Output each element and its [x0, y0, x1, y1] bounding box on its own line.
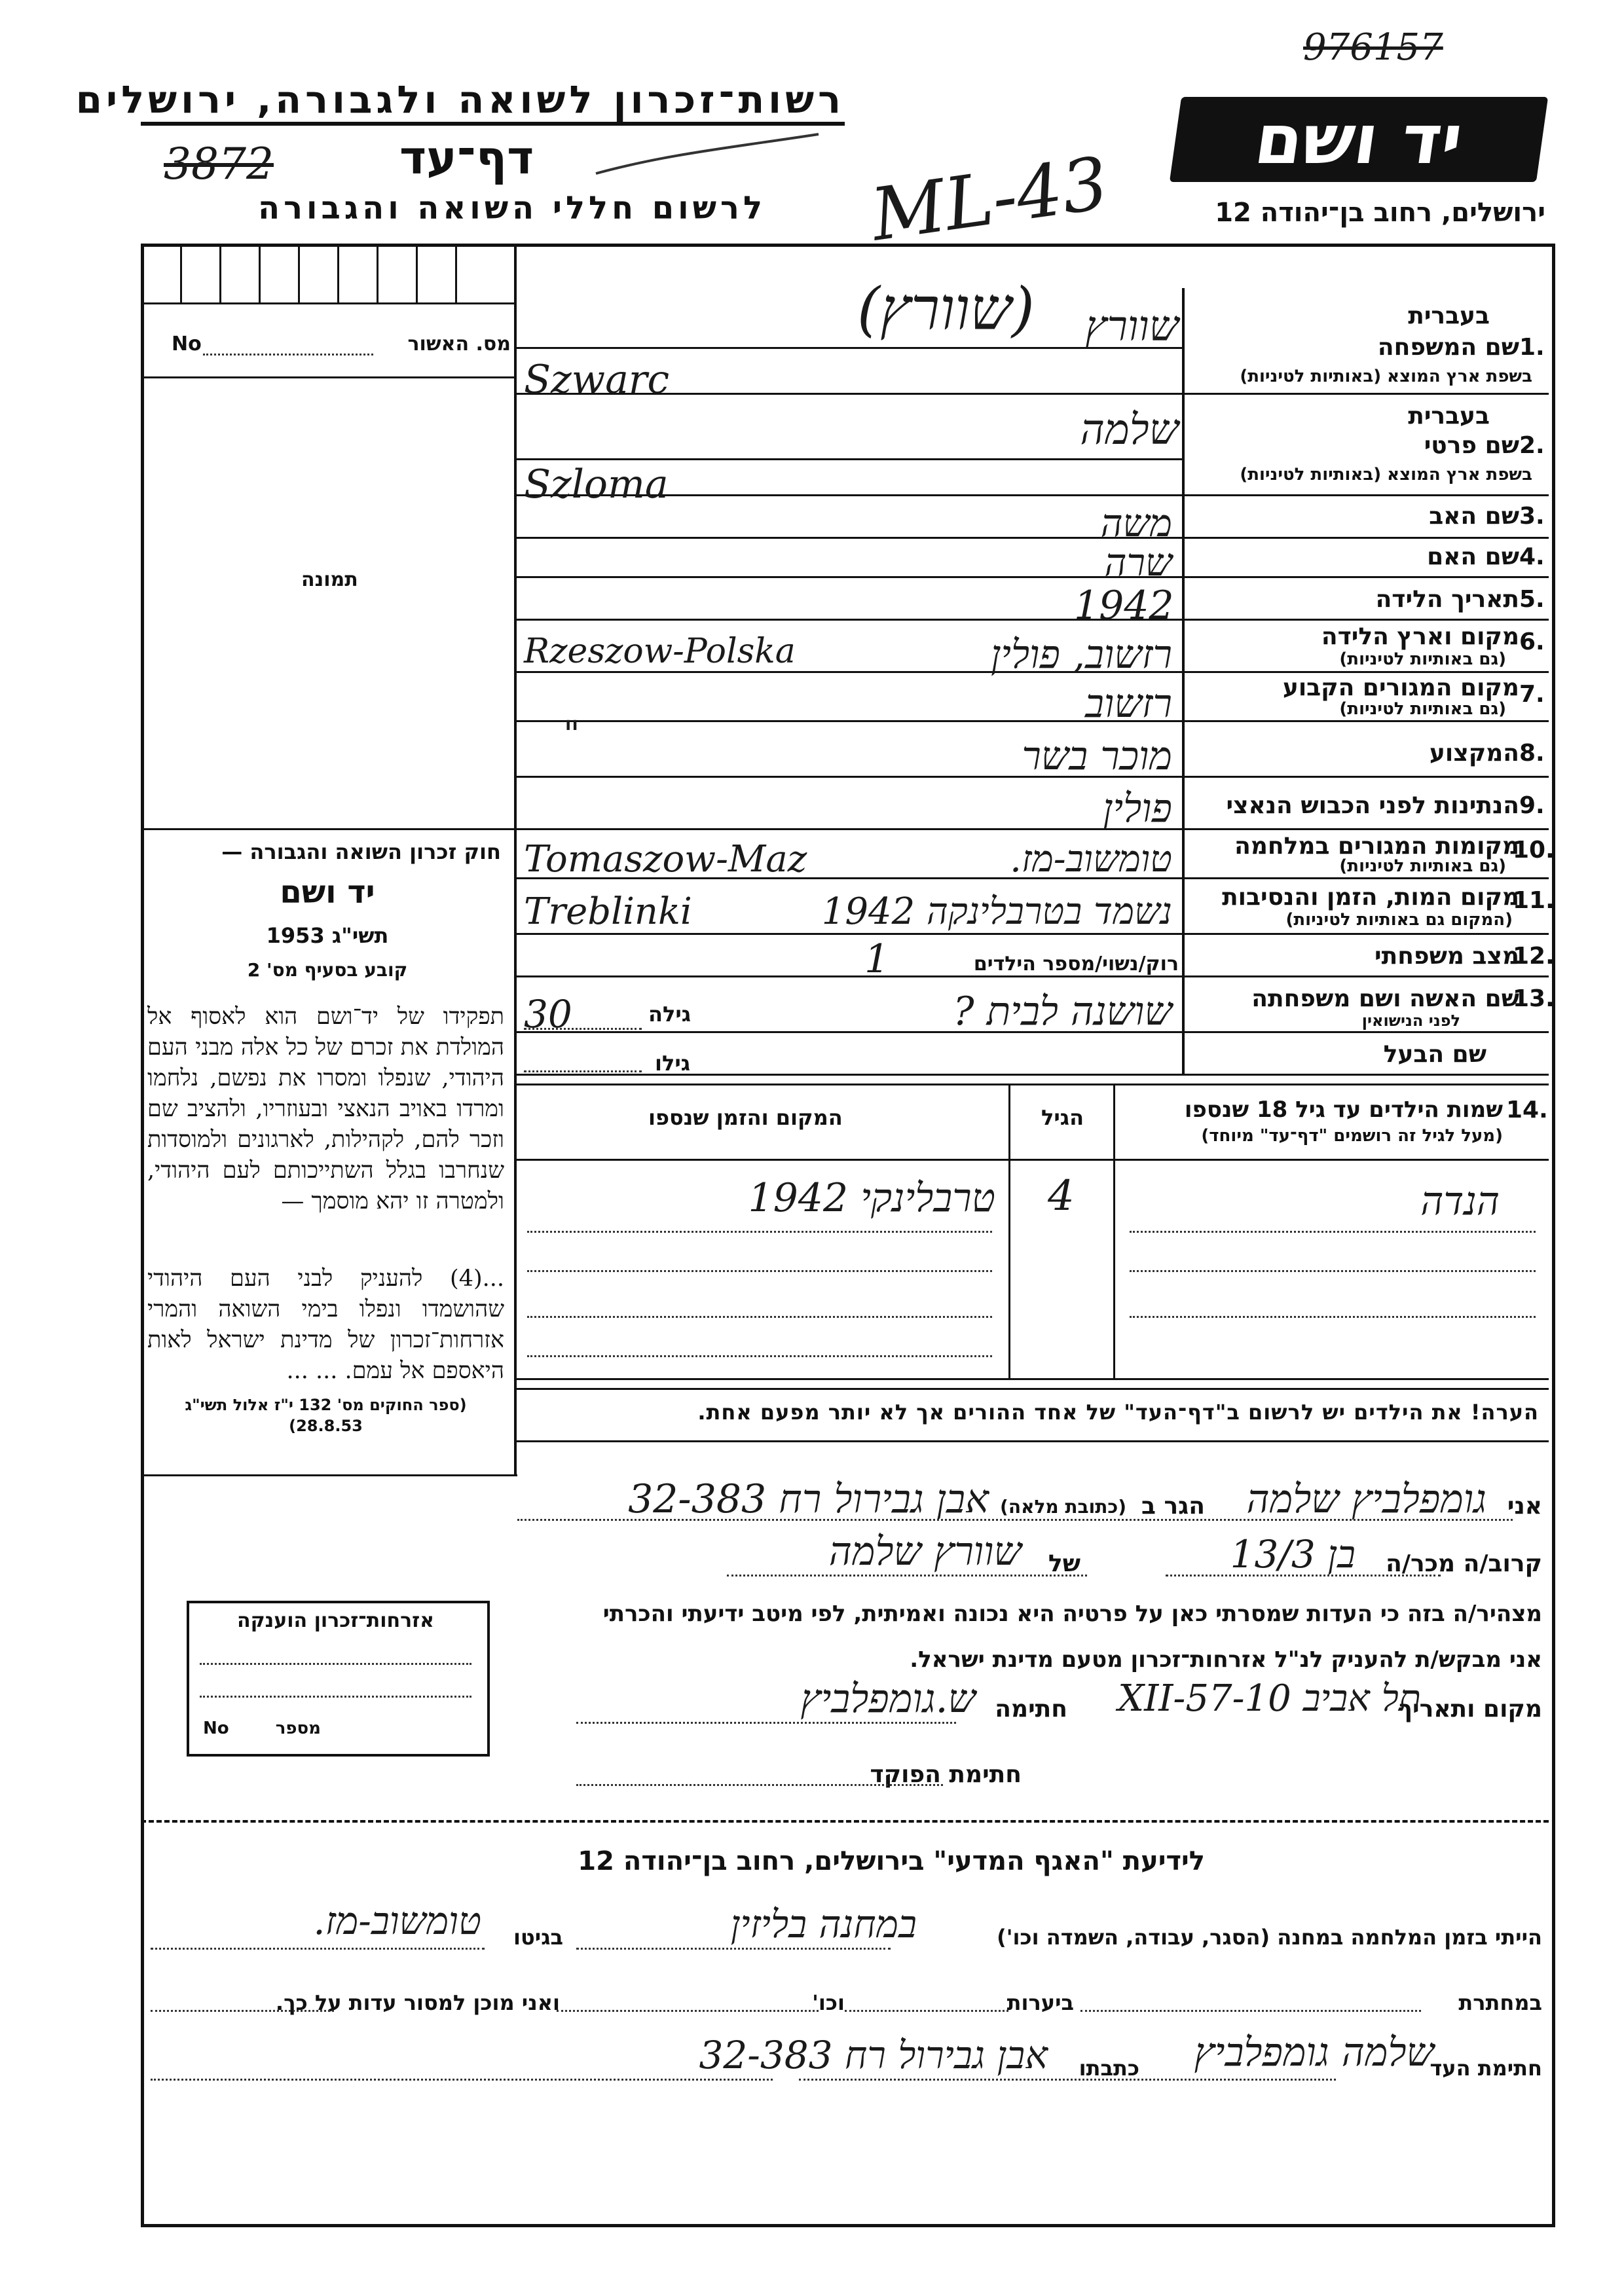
witness-addr-value: אבן גבירול רח 32-383 [699, 2033, 1048, 2077]
field-3-num: 3. [1519, 503, 1545, 530]
ready-label: ואני מוכן למסור עדות על כך. [275, 1990, 560, 2015]
old-form-number: 3872 [164, 139, 274, 189]
field-7-label: מקום המגורים הקבוע [1282, 674, 1519, 701]
death-latin: Treblinki [524, 890, 692, 933]
archive-number: 976157 [1303, 26, 1443, 69]
field-10-hint: (גם באותיות לטיניות) [1339, 856, 1506, 876]
children-count: 1 [864, 936, 890, 982]
citizenship-no: No [203, 1719, 229, 1738]
place-date-value: תל אביב 10-XII-57 [1118, 1677, 1421, 1720]
law-year: תשי"ג 1953 [266, 923, 389, 948]
marital-label: רוק/נשוי/מספר הילדים [973, 953, 1179, 975]
header-address: ירושלים, רחוב בן־יהודה 12 [1215, 198, 1545, 228]
child-place: טרבלינקי 1942 [748, 1175, 995, 1221]
field-1-hint: בשפת ארץ המוצא (באותיות לטיניות) [1240, 367, 1532, 386]
wife-age-label: גילה [648, 1002, 692, 1027]
child-age: 4 [1048, 1172, 1075, 1220]
law-clause: קובע בסעיף מס' 2 [247, 959, 408, 981]
approval-label: מס. האשור [407, 333, 511, 355]
children-num: 14. [1506, 1097, 1548, 1123]
place-date-label: מקום ותאריך [1399, 1696, 1542, 1722]
field-4-label: שם האם [1427, 543, 1519, 570]
field-2-num: 2. [1519, 432, 1545, 459]
approval-no: No [172, 333, 202, 355]
signature-value: ש.גומפלביץ [800, 1676, 976, 1722]
wife-name: שושנה לבית ? [953, 989, 1172, 1034]
citizenship-title: אזרחות־זכרון הוענקה [236, 1609, 435, 1632]
firstname-latin: Szloma [524, 462, 669, 507]
witness-name: גומפלביץ שלמה [1246, 1476, 1486, 1522]
camp-value: במחנה בליזין [730, 1902, 917, 1946]
field-12-num: 12. [1513, 943, 1555, 970]
children-subtitle: (מעל לגיל זה רושמים "דף־עד" מיוחד) [1201, 1126, 1503, 1146]
surname-hebrew: שוורץ [1085, 302, 1179, 351]
death-hebrew: נשמד בטרבלינקה 1942 [821, 890, 1172, 933]
statement-2: אני מבקש/ת להעניק לנ"ל אזרחות־זכרון מטעם מדינת ישראל. [910, 1647, 1542, 1673]
of-label: של [1048, 1550, 1080, 1577]
handwritten-reference: ML-43 [866, 141, 1113, 257]
wartime-hebrew: טומשוב-מז. [1010, 838, 1172, 881]
field-5-label: תאריך הלידה [1375, 586, 1519, 613]
field-3-label: שם האב [1429, 503, 1519, 530]
field-6-label: מקום וארץ הלידה [1321, 623, 1519, 650]
nationality: פולין [1103, 786, 1172, 831]
field-1-hebrew-tag: בעברית [1408, 302, 1490, 329]
birthplace-latin: Rzeszow-Polska [524, 632, 796, 671]
children-note: הערה! את הילדים יש לרשום ב"דף־העד" של אחד ההורים אך לא יותר מפעם אחת. [697, 1400, 1539, 1425]
field-13-hint: לפני הנישואין [1361, 1011, 1460, 1030]
field-8-label: המקצוע [1429, 740, 1519, 767]
field-11-label: מקום המות, הזמן והנסיבות [1222, 884, 1519, 911]
field-2-hebrew-tag: בעברית [1408, 403, 1490, 429]
ghetto-label: בגיטו [513, 1925, 563, 1950]
father-name: משה [1100, 501, 1172, 545]
children-title: שמות הילדים עד גיל 18 שנספו [1184, 1097, 1503, 1123]
field-10-num: 10. [1513, 837, 1555, 864]
hideout-label: במחתרת [1458, 1990, 1542, 2015]
surname-note: (שוורץ) [857, 275, 1035, 344]
field-7-hint: (גם באותיות לטיניות) [1339, 699, 1506, 719]
witness-address: אבן גבירול רח 32-383 [628, 1476, 989, 1522]
field-11-num: 11. [1513, 887, 1555, 914]
field-2-label: שם פרטי [1424, 432, 1519, 459]
logo-text: יד ושם [1249, 100, 1468, 179]
birth-date: 1942 [1074, 583, 1174, 629]
field-6-num: 6. [1519, 629, 1545, 655]
residence-hebrew: רזשוב [1085, 681, 1172, 727]
husband-age-label: גילו [655, 1051, 691, 1076]
field-11-hint: (המקום גם באותיות לטיניות) [1285, 910, 1513, 930]
photo-label: תמונה [301, 568, 358, 591]
law-title: חוק זכרון השואה והגבורה — [221, 839, 501, 864]
arrow-mark [589, 128, 825, 187]
yad-vashem-logo [1170, 97, 1548, 182]
etc-label: וכו' [812, 1990, 845, 2015]
birthplace-hebrew: רזשוב, פולין [991, 632, 1172, 678]
residence-ditto: " [563, 714, 580, 756]
camp-label: הייתי בזמן המלחמה במחנה (הסגר, עבודה, השמדה וכו') [997, 1925, 1542, 1950]
form-subtitle: לרשום חללי השואה והגבורה [258, 190, 766, 227]
scientific-title: לידיעת "האגף המדעי" בירושלים, רחוב בן־יהודה 12 [578, 1846, 1205, 1876]
law-name: יד ושם [280, 874, 375, 911]
child-name: הנדה [1420, 1178, 1500, 1224]
lives-label: הגר ב [1141, 1493, 1205, 1520]
law-text-1: תפקידו של יד־ושם הוא לאסוף אל המולדת את זכרם של כל אלה מבני העם היהודי, שנפלו ומסרו את נפשם, נלחמו ומרדו באויב הנאצי ובעוזריו, ולהציב שם וזכר להם, לקהילות, לארגונים ולמוסדות שנחרבו בגלל השתייכותם לעם היהודי, ולמטרה זו יהא מוסמך — [147, 1004, 504, 1214]
witness-sig-label: חתימת העד [1430, 2056, 1542, 2081]
form-title: דף־עד [399, 131, 534, 185]
firstname-hebrew: שלמה [1080, 406, 1179, 454]
field-13-label: שם האשה ושם משפחתה [1251, 985, 1519, 1012]
field-9-num: 9. [1519, 792, 1545, 819]
ani-label: אני [1507, 1493, 1542, 1520]
field-5-num: 5. [1519, 586, 1545, 613]
officer-label: חתימת הפוקד [870, 1761, 1022, 1788]
children-col-age: הגיל [1041, 1105, 1084, 1130]
field-6-hint: (גם באותיות לטיניות) [1339, 649, 1506, 669]
field-2-hint: בשפת ארץ המוצא (באותיות לטיניות) [1240, 465, 1532, 484]
surname-latin: Szwarc [524, 357, 670, 403]
mother-name: שרה [1104, 540, 1172, 585]
field-7-num: 7. [1519, 681, 1545, 708]
field-12-label: מצב משפחתי [1375, 943, 1519, 970]
wife-age: 30 [524, 992, 572, 1036]
relation-person: שוורץ שלמה [828, 1529, 1022, 1575]
relation-value: בן 13/3 [1230, 1532, 1356, 1576]
field-1-label: שם המשפחה [1377, 334, 1519, 361]
relation-label: קרוב/ה מכר/ה [1386, 1550, 1542, 1577]
husband-label: שם הבעל [1383, 1041, 1486, 1068]
field-4-num: 4. [1519, 543, 1545, 570]
field-10-label: מקומות המגורים במלחמה [1234, 833, 1519, 860]
children-col-place: המקום והזמן שנספו [648, 1105, 843, 1130]
authority-name: רשות־זכרון לשואה ולגבורה, ירושלים [75, 77, 845, 122]
field-13-num: 13. [1513, 985, 1555, 1012]
signature-label: חתימה [995, 1696, 1067, 1722]
law-text-2: ...(4) להעניק לבני העם היהודי שהושמדו ונפלו בימי השואה והמרי אזרחות־זכרון של מדינת ישראל לאות היאספם אל עמם. ... ... [147, 1266, 504, 1384]
witness-addr-label: כתבתו [1079, 2056, 1139, 2081]
law-source: (ספר החוקים מס' 132 י"ז אלול תשי"ג 28.8.53) [185, 1396, 467, 1435]
field-9-label: הנתינות לפני הכבוש הנאצי [1226, 792, 1519, 819]
witness-sig-value: שלמה גומפלביץ [1194, 2030, 1434, 2075]
statement-1: מצהיר/ה בזה כי העדות שמסרתי כאן על פרטיה היא נכונה ואמיתית, לפי מיטב ידיעתי והכרתי [602, 1601, 1542, 1627]
address-hint: (כתובת מלאה) [1000, 1496, 1126, 1518]
profession: מוכר בשר [1022, 733, 1172, 779]
wartime-latin: Tomaszow-Maz [524, 838, 807, 881]
field-1-num: 1. [1519, 334, 1545, 361]
citizenship-number: מספר [275, 1719, 321, 1738]
forests-label: ביערות [1006, 1990, 1074, 2015]
ghetto-value: טומשוב-מז. [313, 1899, 481, 1943]
field-8-num: 8. [1519, 740, 1545, 767]
